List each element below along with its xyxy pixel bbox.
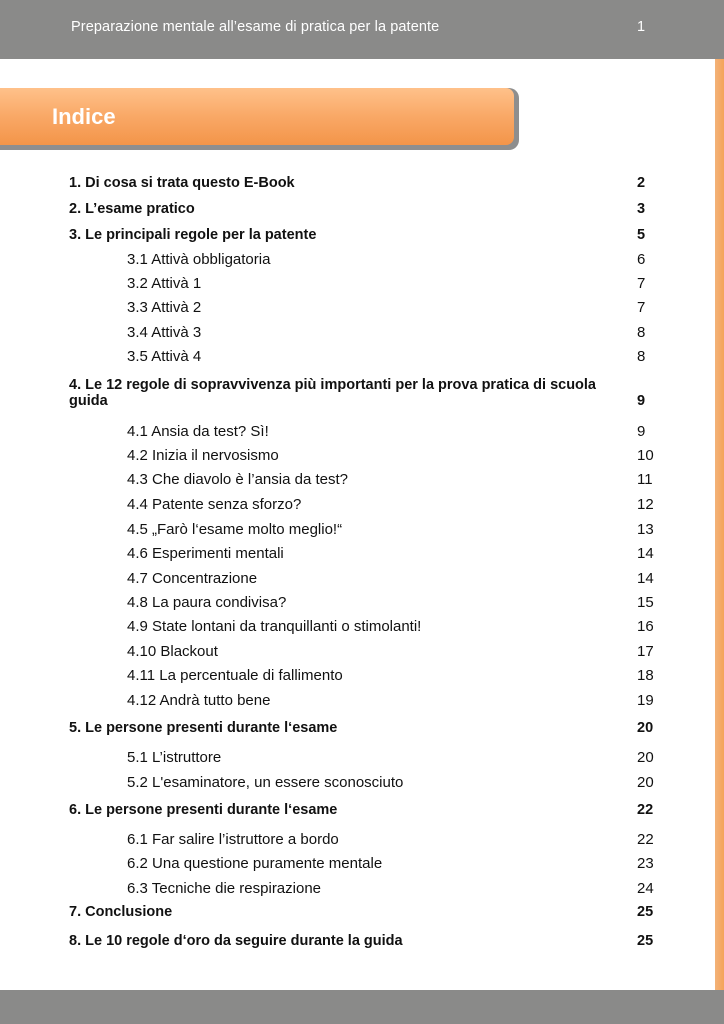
toc-entry-page: 14 — [637, 570, 654, 587]
toc-entry-page: 22 — [637, 802, 654, 818]
toc-entry-label: 8. Le 10 regole d‘oro da seguire durante la guida — [69, 933, 403, 949]
toc-entry-label: 4.1 Ansia da test? Sì! — [127, 423, 269, 440]
toc-entry-label: 4.6 Esperimenti mentali — [127, 545, 284, 562]
toc-entry-label: 6.1 Far salire l’istruttore a bordo — [127, 831, 339, 848]
toc-entry-page: 20 — [637, 774, 654, 791]
toc-entry-page: 20 — [637, 720, 654, 736]
toc-entry-page: 11 — [637, 471, 653, 488]
toc-entry-page: 14 — [637, 545, 654, 562]
toc-entry-label: 6. Le persone presenti durante l‘esame — [69, 802, 338, 818]
toc-entry-page: 9 — [637, 393, 646, 409]
toc-entry-page: 7 — [637, 299, 646, 316]
toc-entry-label: 1. Di cosa si trata questo E-Book — [69, 175, 295, 191]
toc-entry-label: 4.7 Concentrazione — [127, 570, 258, 587]
toc-entry-label: 3.3 Attivà 2 — [127, 299, 202, 316]
toc-entry-label: 3.4 Attivà 3 — [127, 324, 202, 341]
toc-entry-label: 4.3 Che diavolo è l’ansia da test? — [127, 471, 348, 488]
header-page-number: 1 — [637, 19, 646, 35]
toc-entry-label: 4.8 La paura condivisa? — [127, 594, 287, 611]
toc-entry-label: 7. Conclusione — [69, 904, 173, 920]
toc-entry-label: 4.9 State lontani da tranquillanti o stimolanti! — [127, 618, 422, 635]
toc-entry-label: 2. L’esame pratico — [69, 201, 195, 217]
toc-entry-page: 22 — [637, 831, 654, 848]
toc-entry-label: 4. Le 12 regole di sopravvivenza più importanti per la prova pratica di scuola guida — [69, 377, 596, 409]
toc-entry-page: 18 — [637, 667, 654, 684]
toc-entry-label: 4.2 Inizia il nervosismo — [127, 447, 279, 464]
toc-entry-page: 19 — [637, 692, 654, 709]
toc-entry-page: 23 — [637, 855, 654, 872]
toc-entry-label: 3.5 Attivà 4 — [127, 348, 202, 365]
toc-entry-page: 7 — [637, 275, 646, 292]
toc-entry-page: 13 — [637, 521, 654, 538]
toc-entry-page: 25 — [637, 933, 654, 949]
toc-entry-page: 5 — [637, 227, 646, 243]
toc-entry-page: 16 — [637, 618, 654, 635]
toc-entry-label: 5.2 L'esaminatore, un essere sconosciuto — [127, 774, 404, 791]
toc-entry-page: 8 — [637, 324, 646, 341]
toc-entry-page: 6 — [637, 251, 646, 268]
toc-entry-page: 24 — [637, 880, 654, 897]
toc-entry-label: 4.12 Andrà tutto bene — [127, 692, 271, 709]
toc-entry-page: 8 — [637, 348, 646, 365]
toc-entry-label: 4.11 La percentuale di fallimento — [127, 667, 343, 684]
toc-entry-page: 12 — [637, 496, 654, 513]
header-title: Preparazione mentale all’esame di pratica per la patente — [71, 19, 440, 35]
toc-entry-page: 3 — [637, 201, 646, 217]
toc-entry-label: 5. Le persone presenti durante l‘esame — [69, 720, 338, 736]
toc-entry-label: 4.4 Patente senza sforzo? — [127, 496, 302, 513]
index-title: Indice — [52, 104, 116, 129]
toc-entry-label: 6.2 Una questione puramente mentale — [127, 855, 383, 872]
toc-entry-page: 15 — [637, 594, 654, 611]
toc-entry-label: 3.1 Attivà obbligatoria — [127, 251, 271, 268]
toc-entry-page: 25 — [637, 904, 654, 920]
toc-entry-page: 17 — [637, 643, 654, 660]
toc-entry-label: 3.2 Attivà 1 — [127, 275, 202, 292]
page-footer — [0, 990, 724, 1024]
toc-entry-page: 2 — [637, 175, 646, 191]
toc-entry-label: 4.10 Blackout — [127, 643, 218, 660]
toc-entry-label: 3. Le principali regole per la patente — [69, 227, 317, 243]
toc-entry-label: 6.3 Tecniche die respirazione — [127, 880, 322, 897]
toc-entry-page: 10 — [637, 447, 654, 464]
toc-entry-page: 20 — [637, 749, 654, 766]
toc-entry-label: 5.1 L’istruttore — [127, 749, 222, 766]
toc-entry-label: 4.5 „Farò l‘esame molto meglio!“ — [127, 521, 343, 538]
toc-entry-page: 9 — [637, 423, 646, 440]
